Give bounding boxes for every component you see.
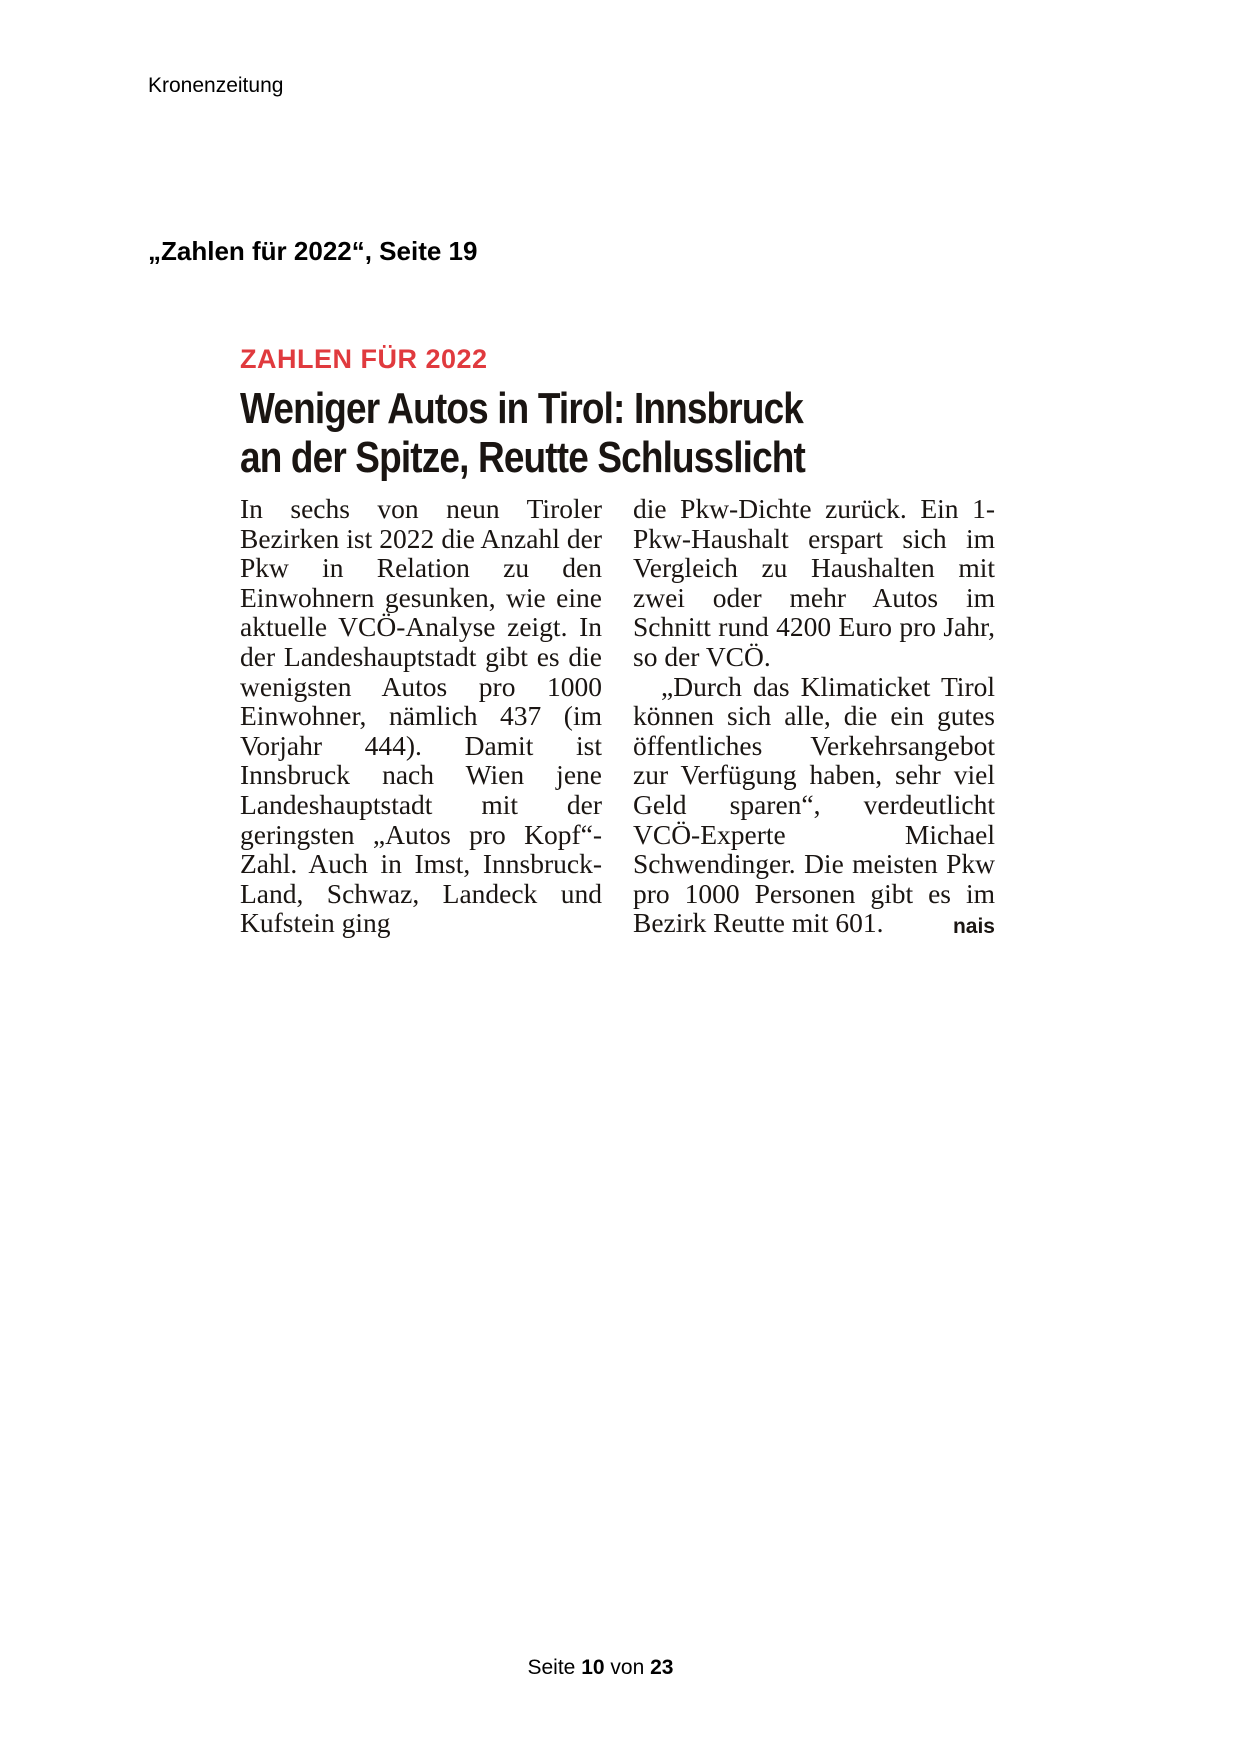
headline-line-1: Weniger Autos in Tirol: Innsbruck [240, 384, 804, 433]
article-column-2 [633, 494, 995, 942]
article-kicker: ZAHLEN FÜR 2022 [240, 344, 488, 374]
author-signature: nais [952, 915, 995, 939]
page-number: 10 [581, 1656, 605, 1679]
article-headline [240, 384, 995, 482]
document-title: „Zahlen für 2022“, Seite 19 [148, 236, 478, 266]
source-label: Kronenzeitung [148, 74, 284, 97]
headline-line-2: an der Spitze, Reutte Schlusslicht [240, 433, 805, 482]
article-paragraph [633, 672, 995, 938]
page-footer [0, 1656, 1221, 1680]
article-body [240, 494, 995, 942]
footer-prefix: Seite [527, 1656, 576, 1679]
article-quote-text: „Durch das Klimaticket Tirol können sich alle, die ein gutes öffentliches Verkehrsangebot zur Verfügung haben, sehr viel Geld sparen“, verdeutlicht VCÖ-Experte Michael Schwendinger. Die meisten Pkw pro 1000 Personen gibt es im Bezirk Reutte mit 601. [633, 670, 995, 939]
article-paragraph: die Pkw-Dichte zurück. Ein 1-Pkw-Haushalt erspart sich im Vergleich zu Haushalten mit zwei oder mehr Autos im Schnitt rund 4200 Euro pro Jahr, so der VCÖ. [633, 493, 995, 672]
article-clipping [240, 342, 995, 942]
article-paragraph: In sechs von neun Tiroler Bezirken ist 2022 die Anzahl der Pkw in Relation zu den Einwohnern gesunken, wie eine aktuelle VCÖ-Analyse zeigt. In der Landeshauptstadt gibt es die wenigsten Autos pro 1000 Einwohner, nämlich 437 (im Vorjahr 444). Damit ist Innsbruck nach Wien jene Landeshauptstadt mit der geringsten „Autos pro Kopf“-Zahl. Auch in Imst, Innsbruck-Land, Schwaz, Landeck und Kufstein ging [240, 493, 602, 939]
page-total: 23 [650, 1656, 674, 1679]
footer-middle: von [610, 1656, 645, 1679]
article-column-1 [240, 494, 602, 942]
